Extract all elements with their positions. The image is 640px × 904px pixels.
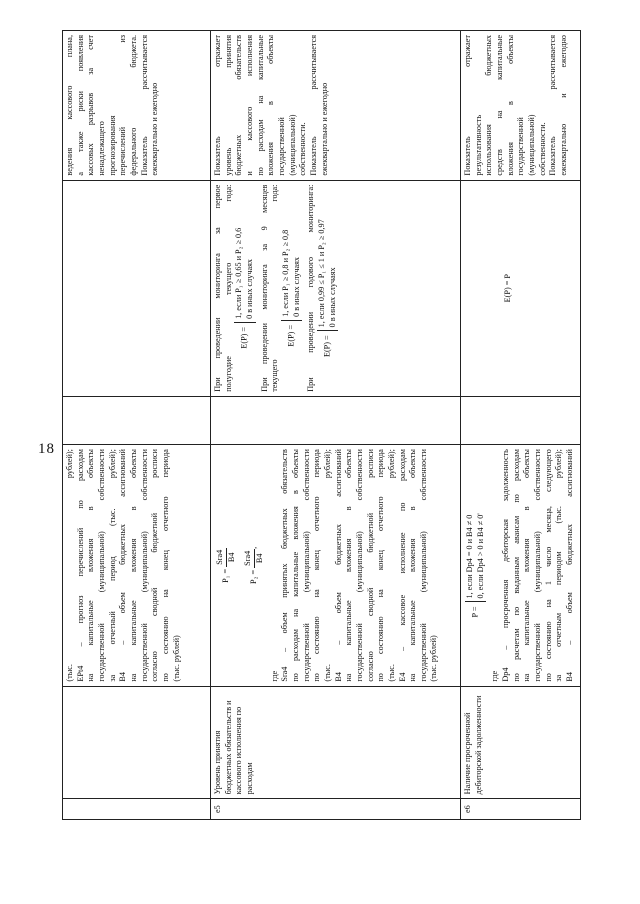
- text-line: по состоянию на 1 число месяца, следующего: [543, 449, 553, 682]
- text-line: ведения кассового плана,: [65, 35, 74, 176]
- text-line: а также риски появления: [75, 35, 85, 176]
- formula-case: 0, если Dp4 > 0 и B4 ≠ 0': [475, 513, 485, 599]
- text-line: бюджетных обязательств: [234, 35, 244, 176]
- comment-text: [213, 35, 330, 176]
- text-line: на капитальные вложения в объекты: [86, 449, 96, 682]
- method-text: [65, 449, 182, 682]
- text-line: ежеквартально и ежегодно: [319, 82, 329, 176]
- eval-formula: [281, 185, 302, 392]
- text-line: государственной (муниципальной) собственности: [532, 449, 542, 682]
- text-line: Показатель рассчитывается: [139, 35, 149, 176]
- text-line: по расчетам по выданным авансам по расходам: [511, 449, 521, 682]
- cell-method: [461, 445, 581, 687]
- cell-code: [63, 799, 211, 820]
- cell-evaluation: [461, 180, 581, 396]
- text-line: прогнозирования: [107, 115, 117, 176]
- fraction-denominator: B4: [254, 553, 264, 564]
- text-line: Показатель отражает: [213, 35, 222, 176]
- page-number: 18: [38, 441, 55, 457]
- eval-case: 1, если 0,99 ≤ P₁ ≤ 1 и P₂ ≥ 0,97: [316, 219, 326, 328]
- text-line: ежеквартально и ежегодно: [150, 82, 160, 176]
- text-line: (тыс. рублей);: [322, 449, 332, 682]
- text-line: собственности.: [298, 122, 308, 176]
- text-line: кассовых разрывов за счет: [86, 35, 96, 176]
- text-line: использования бюджетных: [484, 35, 494, 176]
- fraction-numerator: Sra4: [243, 549, 255, 568]
- formula-p2: [241, 449, 269, 682]
- eval-case: 0 в иных случаях: [244, 259, 254, 319]
- text-line: за отчетным периодом (тыс. рублей);: [554, 449, 564, 682]
- eval-block-half-year: [213, 185, 256, 392]
- row-code: е6: [461, 799, 581, 820]
- eval-case: 1, если P₁ ≥ 0,65 и P₂ ≥ 0,6: [234, 227, 244, 319]
- formula-lhs: P =: [470, 606, 480, 618]
- formula-case: 1, если Dp4 = 0 и B4 ≠ 0: [465, 514, 474, 599]
- text-line: В4 – объем бюджетных ассигнований: [333, 449, 343, 682]
- text-line: результативность: [473, 114, 483, 176]
- indicator-name: Уровень принятия бюджетных обязательств и кассового исполнения по расходам: [211, 686, 461, 799]
- text-line: При проведении мониторинга за первое: [213, 184, 222, 392]
- fraction-denominator: B4: [226, 552, 236, 563]
- text-line: государственной (муниципальной) собственности: [418, 449, 428, 682]
- text-line: вложения в объекты: [266, 35, 276, 176]
- text-line: ненадлежащего: [96, 121, 106, 176]
- text-line: за отчетный период (тыс. рублей);: [107, 449, 117, 682]
- eval-formula: [234, 185, 255, 392]
- table-row-continuation: [63, 31, 211, 820]
- text-line: (тыс. рублей);: [386, 449, 396, 682]
- formula-p2-lhs: P₂ =: [249, 569, 259, 584]
- formula-p1-lhs: P₁ =: [221, 568, 231, 583]
- eval-case: 0 в иных случаях: [291, 256, 301, 317]
- text-line: (тыс. рублей): [171, 635, 181, 682]
- eval-lhs: E(P) =: [239, 326, 249, 349]
- text-line: Показатель отражает: [463, 35, 472, 176]
- table-row-e6: [461, 31, 581, 820]
- eval-lhs: E(P) =: [286, 324, 296, 347]
- text-line: по расходам на капитальные вложения в объекты: [290, 449, 300, 682]
- cell-empty: [211, 396, 461, 444]
- text-line: согласно сводной бюджетной росписи: [365, 449, 375, 682]
- text-line: на капитальные вложения в объекты: [344, 449, 354, 682]
- text-line: В4 – объем бюджетных ассигнований: [118, 449, 128, 682]
- text-line: При проведении мониторинга за 9 месяцев: [259, 184, 269, 392]
- text-line: государственной (муниципальной) собственности: [96, 449, 106, 682]
- table-row-e5: [211, 31, 461, 820]
- eval-formula: E(P) = P: [503, 274, 512, 303]
- text-line: Показатель рассчитывается: [308, 35, 318, 176]
- text-line: и кассового исполнения: [244, 35, 254, 176]
- text-line: по состоянию на конец отчетного периода: [376, 449, 386, 682]
- eval-lhs: E(P) =: [322, 335, 332, 358]
- indicator-name: Наличие просроченной дебиторской задолженности: [461, 686, 581, 799]
- text-line: средств на капитальные: [494, 35, 504, 176]
- text-line: по состоянию на конец отчетного периода: [312, 449, 322, 682]
- text-line: Е4 – кассовое исполнение по расходам: [397, 449, 407, 682]
- cell-comment: [461, 31, 581, 181]
- cell-comment: [63, 31, 211, 181]
- eval-cases: [281, 230, 302, 321]
- where-label: где: [269, 670, 279, 682]
- cell-method: [63, 445, 211, 687]
- comment-text: [65, 35, 161, 176]
- cell-method: [211, 445, 461, 687]
- text-line: согласно сводной бюджетной росписи: [150, 449, 160, 682]
- cell-empty: [461, 396, 581, 444]
- cell-empty: [63, 396, 211, 444]
- eval-cases: [234, 228, 255, 323]
- text-line: по расходам на капитальные: [255, 35, 265, 176]
- eval-condition-text: [306, 185, 317, 392]
- text-line: государственной: [276, 117, 286, 176]
- text-line: В4 – объем бюджетных ассигнований: [564, 449, 574, 682]
- formula-p2-tail: ,: [249, 546, 259, 549]
- method-text: [501, 449, 576, 682]
- text-line: на капитальные вложения в объекты: [522, 449, 532, 682]
- eval-condition-text: [260, 185, 281, 392]
- text-line: на капитальные вложения в объекты: [408, 449, 418, 682]
- text-line: уровень принятия: [223, 35, 233, 176]
- formula-p: [463, 449, 490, 682]
- text-line: Показатель рассчитывается: [548, 35, 558, 176]
- eval-case: 1, если P₁ ≥ 0,8 и P₂ ≥ 0,8: [280, 229, 290, 317]
- cell-evaluation: [63, 180, 211, 396]
- text-line: текущего года:: [270, 184, 280, 392]
- indicator-table: [62, 30, 581, 820]
- text-line: (тыс. рублей);: [65, 449, 74, 682]
- formula-cases: [465, 513, 486, 602]
- fraction-p2: [243, 546, 265, 568]
- text-line: на капитальные вложения в объекты: [128, 449, 138, 682]
- cell-evaluation: [211, 180, 461, 396]
- comment-text: [463, 35, 570, 176]
- text-line: федерального бюджета.: [128, 35, 138, 176]
- text-line: Dp4 – просроченная дебиторская задолженность: [500, 449, 510, 682]
- text-line: ЕРt4 – прогноз перечислений по расходам: [75, 449, 85, 682]
- text-line: (муниципальной): [526, 114, 536, 176]
- cell-comment: [211, 31, 461, 181]
- text-line: Sra4 – объем принятых бюджетных обязательств: [280, 449, 290, 682]
- text-line: ежеквартально и ежегодно: [558, 35, 568, 176]
- text-line: государственной (муниципальной) собственности: [301, 449, 311, 682]
- row-code: е5: [211, 799, 461, 820]
- eval-formula: [317, 185, 338, 392]
- formula-p1: [213, 449, 241, 682]
- fraction-p1: [215, 548, 237, 567]
- cell-name: [63, 686, 211, 799]
- text-line: перечислений из: [118, 35, 128, 176]
- text-line: (тыс. рублей): [429, 635, 439, 682]
- text-line: по состоянию на конец отчетного периода: [160, 449, 170, 682]
- method-text: [280, 449, 440, 682]
- fraction-numerator: Sra4: [215, 548, 227, 567]
- text-line: (муниципальной): [287, 114, 297, 176]
- where-label: где: [490, 670, 500, 682]
- text-line: государственной: [516, 117, 526, 176]
- eval-block-annual: [306, 185, 338, 392]
- text-line: вложения в объекты: [505, 35, 515, 176]
- eval-cases: [317, 219, 338, 331]
- text-line: полугодие текущего года:: [223, 184, 233, 392]
- text-line: При проведении годового мониторинга:: [306, 184, 316, 392]
- eval-case: 0 в иных случаях: [327, 267, 337, 328]
- eval-block-9-months: [260, 185, 303, 392]
- eval-condition-text: [213, 185, 234, 392]
- text-line: государственной (муниципальной) собственности: [354, 449, 364, 682]
- text-line: собственности.: [537, 122, 547, 176]
- text-line: государственной (муниципальной) собственности: [139, 449, 149, 682]
